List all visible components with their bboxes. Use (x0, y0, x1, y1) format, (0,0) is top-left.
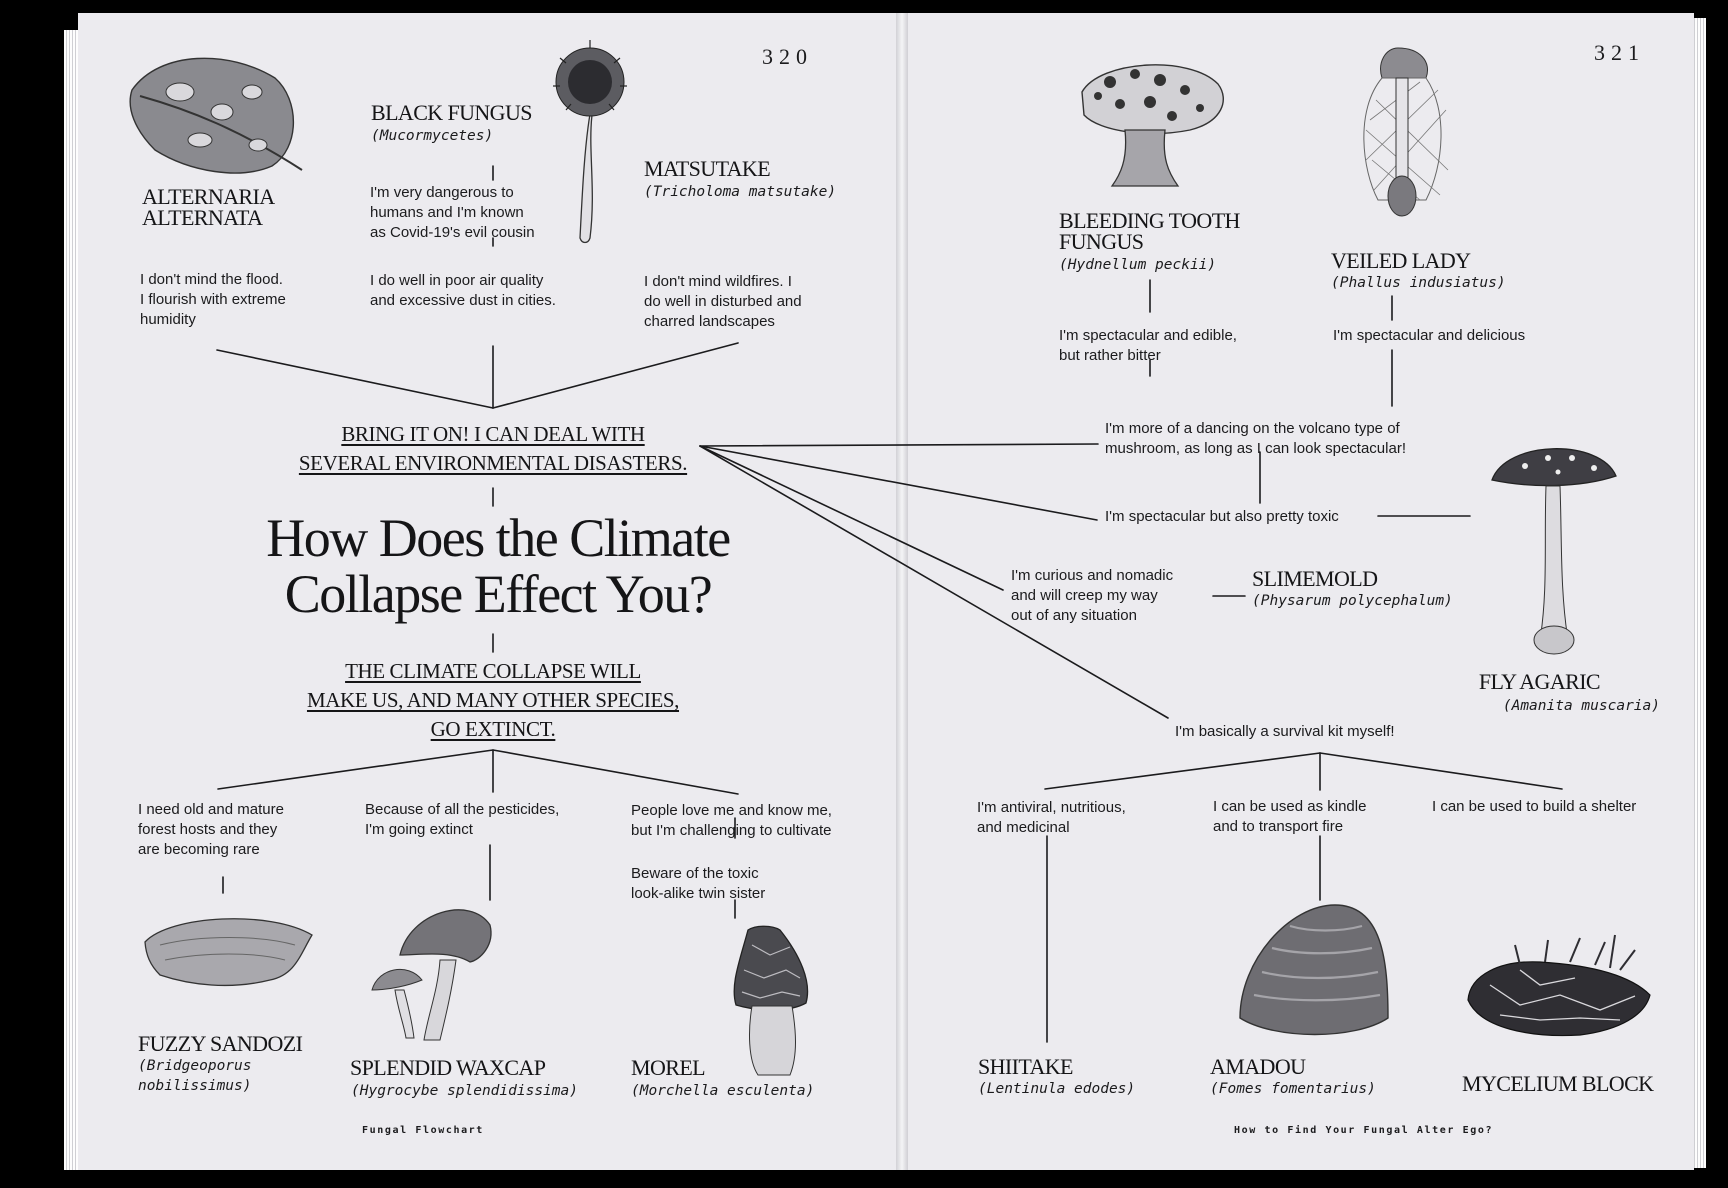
fuzzy-sandozi-latin: (Bridgeoporus nobilissimus) (138, 1058, 252, 1094)
amadou-text: I can be used as kindle and to transport fire (1213, 798, 1367, 835)
waxcap-illustration (372, 910, 491, 1040)
bleeding-tooth-text: I'm spectacular and edible, but rather bitter (1059, 327, 1237, 364)
splendid-waxcap-latin: (Hygrocybe splendidissima) (351, 1083, 578, 1099)
morel-text-2: Beware of the toxic look-alike twin sister (631, 865, 766, 902)
splendid-waxcap-name: SPLENDID WAXCAP (350, 1055, 546, 1080)
morel-text: People love me and know me, but I'm challenging to cultivate (631, 802, 832, 839)
splendid-waxcap-text: Because of all the pesticides, I'm going extinct (365, 801, 560, 838)
mycelium-text: I can be used to build a shelter (1432, 798, 1637, 815)
bleeding-tooth-illustration (1082, 65, 1223, 186)
bleeding-tooth-name: BLEEDING TOOTH FUNGUS (1059, 208, 1240, 254)
spectacular-toxic-text: I'm spectacular but also pretty toxic (1105, 508, 1339, 525)
slimemold-latin: (Physarum polycephalum) (1252, 593, 1453, 609)
fuzzy-sandozi-text: I need old and mature forest hosts and they are becoming rare (138, 801, 284, 858)
shiitake-text: I'm antiviral, nutritious, and medicinal (977, 799, 1126, 836)
black-fungus-latin: (Mucormycetes) (371, 128, 494, 144)
right-footer: How to Find Your Fungal Alter Ego? (1234, 1125, 1494, 1136)
mycelium-block-name: MYCELIUM BLOCK (1462, 1071, 1654, 1096)
leaf-illustration (130, 58, 302, 173)
amadou-illustration (1240, 905, 1388, 1035)
matsutake-text: I don't mind wildfires. I do well in disturbed and charred landscapes (644, 273, 802, 330)
hub-lower-heading: THE CLIMATE COLLAPSE WILL MAKE US, AND MANY OTHER SPECIES, GO EXTINCT. (306, 659, 680, 741)
amadou-latin: (Fomes fomentarius) (1210, 1081, 1376, 1097)
hub-upper-heading: BRING IT ON! I CAN DEAL WITH SEVERAL ENVIRONMENTAL DISASTERS. (298, 422, 688, 475)
veiled-lady-latin: (Phallus indusiatus) (1331, 275, 1506, 291)
right-page-number: 321 (1594, 40, 1645, 65)
slimemold-text: I'm curious and nomadic and will creep my way out of any situation (1011, 567, 1174, 624)
mycelium-illustration (1468, 935, 1650, 1036)
bleeding-tooth-latin: (Hydnellum peckii) (1059, 257, 1217, 273)
matsutake-name: MATSUTAKE (644, 156, 771, 181)
fly-agaric-name: FLY AGARIC (1478, 669, 1600, 694)
veiled-lady-name: VEILED LADY (1331, 248, 1471, 273)
black-fungus-text-2: I do well in poor air quality and excessive dust in cities. (370, 272, 556, 309)
alternaria-name: ALTERNARIA ALTERNATA (142, 184, 275, 230)
fly-agaric-illustration (1492, 449, 1616, 654)
main-title: How Does the Climate Collapse Effect You? (266, 508, 730, 624)
black-fungus-text: I'm very dangerous to humans and I'm known as Covid-19's evil cousin (370, 184, 535, 241)
bracket-fungus-illustration (145, 919, 312, 986)
fly-agaric-latin: (Amanita muscaria) (1502, 698, 1660, 714)
spectacular-statement: I'm more of a dancing on the volcano type of mushroom, as long as I can look spectacular! (1105, 420, 1406, 457)
veiled-lady-illustration (1364, 48, 1448, 216)
morel-latin: (Morchella esculenta) (631, 1083, 815, 1099)
alternaria-text: I don't mind the flood. I flourish with extreme humidity (140, 271, 286, 328)
survival-statement: I'm basically a survival kit myself! (1175, 723, 1395, 740)
shiitake-name: SHIITAKE (978, 1054, 1073, 1079)
morel-illustration (734, 926, 807, 1075)
matsutake-latin: (Tricholoma matsutake) (644, 184, 837, 200)
slimemold-name: SLIMEMOLD (1252, 566, 1378, 591)
black-fungus-name: BLACK FUNGUS (371, 100, 532, 125)
left-footer: Fungal Flowchart (362, 1125, 484, 1136)
black-fungus-illustration (553, 40, 627, 243)
amadou-name: AMADOU (1210, 1054, 1306, 1079)
morel-name: MOREL (631, 1055, 706, 1080)
left-page-number: 320 (762, 44, 813, 69)
shiitake-latin: (Lentinula edodes) (978, 1081, 1136, 1097)
veiled-lady-text: I'm spectacular and delicious (1333, 327, 1526, 344)
fuzzy-sandozi-name: FUZZY SANDOZI (138, 1031, 303, 1056)
